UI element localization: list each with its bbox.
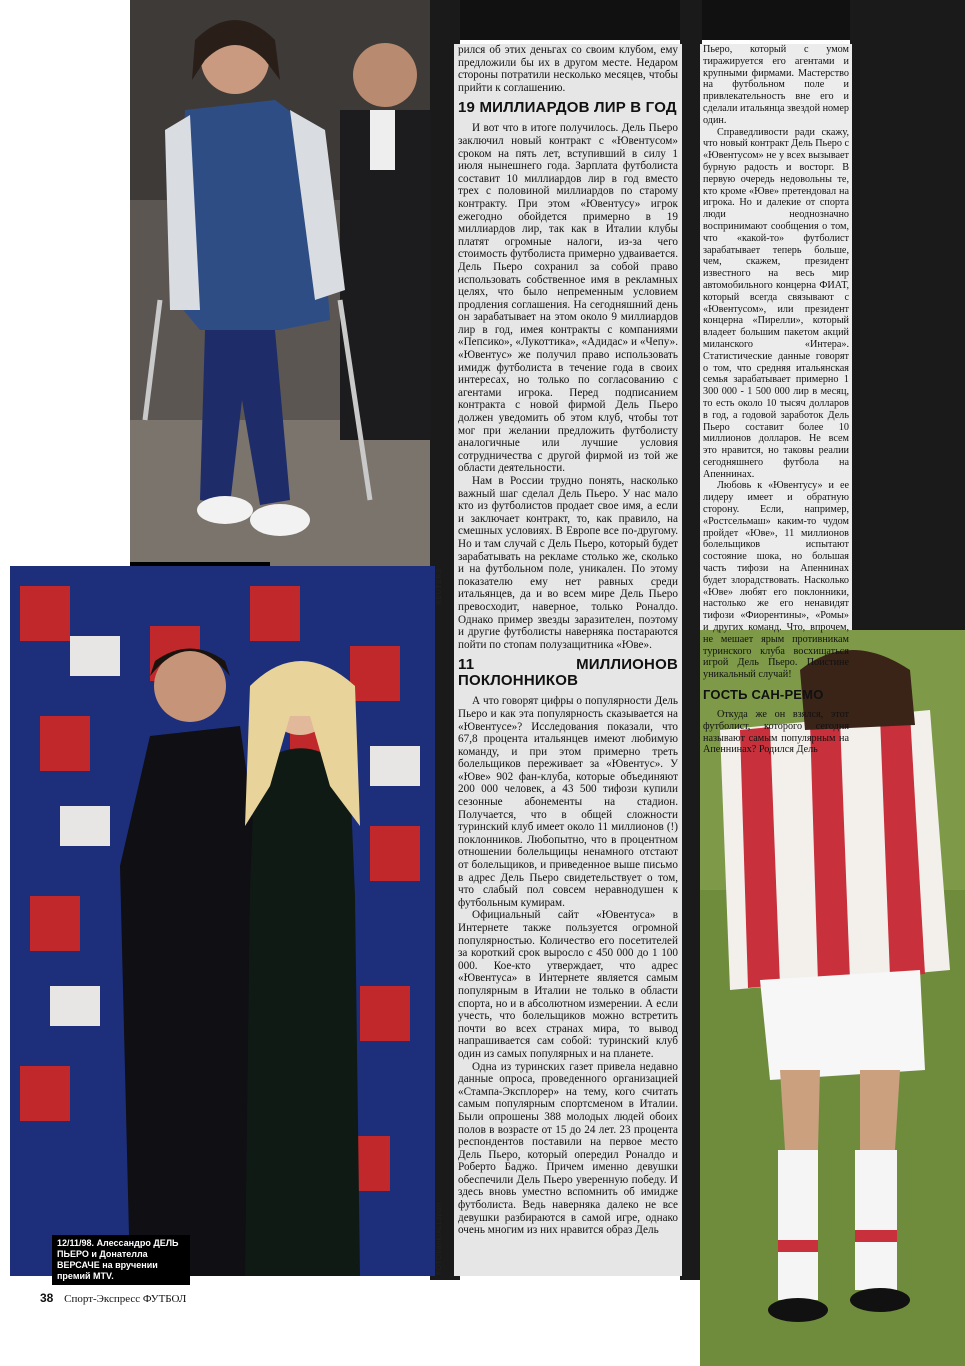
caption-text: Алессандро ДЕЛЬ ПЬЕРО и Донателла ВЕРСАЧЕ на вручении премий MTV. [57, 1238, 179, 1281]
article-paragraph: Откуда же он взялся, этот футболист, которого сегодня называют самым популярным на Апеннинах? Родился Дель [703, 709, 849, 756]
section-heading: ГОСТЬ САН-РЕМО [703, 687, 824, 703]
article-paragraph: И вот что в итоге получилось. Дель Пьеро заключил новый контракт с «Ювентусом» сроком на пять лет, вступивший в силу 1 июля нынешнего года. Зарплата футболиста составит 10 миллиардов лир в год вместо трех с половиной миллиардов по старому контракту. При этом «Ювентусу» игрок ежегодно обойдется примерно в 19 миллиардов лир, так как в Италии клубы платят огромные налоги, из-за чего стоимость футболиста примерно удваивается. Дель Пьеро сохранил за собой право использовать собственное имя в рекламных целях, что было непременным условием продления соглашения. На сегодняшний день он зарабатывает на этом около 9 миллиардов лир в год, имея контракты с компаниями «Пепсико», «Лукоттика», «Адидас» и «Чепу». «Ювентус» же получил право использовать имидж футболиста в течение года в своих интересах, но только по согласованию с агентами игрока. Перед подписанием контракта с новой фирмой Дель Пьеро должен уведомить об этом клуб, чтобы тот мог при желании предложить футболисту аналогичные или лучшие условия сотрудничества с другой фирмой из той же области деятельности. [458, 122, 678, 475]
section-heading: 11 МИЛЛИОНОВ ПОКЛОННИКОВ [458, 656, 678, 690]
article-paragraph: Одна из туринских газет привела недавно данные опроса, проведенного организацией «Стампа-Эксплорер» на тему, кого считать самым популярным спортсменом в Италии. Были опрошены 388 молодых людей обоих полов в возрасте от 15 до 24 лет. 23 процента респондентов поставили на первое место Дель Пьеро, который опередил Роналдо и Роберто Баджо. Причем именно девушки обеспечили Дель Пьеро уверенную победу. И здесь вновь уместно вспомнить об имидже футболиста. Ведь наверняка далеко не все девушки разбираются в самой игре, однако очень многим из них нравится образ Дель [458, 1060, 678, 1237]
dark-band-right-column [680, 0, 702, 1280]
article-paragraph: Нам в России трудно понять, насколько важный шаг сделал Дель Пьеро. У нас мало кто из футболистов продает свое имя, а если и заключает контракт, то, как правило, на смешных условиях. В Европе все по-другому. Но и там случай с Дель Пьеро, который будет зарабатывать на рекламе столько же, сколько и на футбольном поле, уникален. По этому показателю ему нет равных среди итальянцев, да и во всем мире Дель Пьеро превосходит, наверное, только Роналдо. Однако пример звезды заразителен, поэтому и другие футболисты наверняка постараются пойти по стопам полузащитника «Юве». [458, 475, 678, 651]
article-column-left [454, 44, 682, 1276]
article-paragraph: Справедливости ради скажу, что новый контракт Дель Пьеро с «Ювентусом» не у всех вызывает бурную радость и восторг. В первую очередь недовольны те, кто кроме «Юве» претендовал на игрока. Но и далекие от спорта люди неоднозначно воспринимают сообщения о том, что «какой-то» футболист зарабатывает теперь больше, чем, скажем, президент известного на весь мир автомобильного концерна ФИАТ, который всегда связывают с «Ювентусом», или президент концерна «Пирелли», который владеет большим пакетом акций миланского «Интера». Статистические данные говорят о том, что средняя итальянская семья зарабатывает примерно 1 300 000 - 1 500 000 лир в месяц, то есть около 10 тысяч долларов в год, а годовой заработок Дель Пьеро составит более 10 миллионов долларов. Не всем это нравится, но таковы реалии сегодняшнего футбола на Апеннинах. [703, 126, 849, 480]
article-paragraph: рился об этих деньгах со своим клубом, ему предложили бы их в другом месте. Недаром стороны потратили несколько месяцев, чтобы прийти к соглашению. [458, 44, 678, 94]
magazine-name: Спорт-Экспресс ФУТБОЛ [64, 1293, 187, 1305]
article-paragraph: Любовь к «Ювентусу» и ее лидеру имеет и обратную сторону. Если, например, «Ростсельмаш» каким-то чудом пройдет «Юве», 11 миллионов болельщиков испытают состояние шока, но большая часть тифози на Апеннинах будет злорадствовать. Насколько «Юве» любят его поклонники, настолько же его ненавидят тифози «Фиорентины», «Ромы» и других команд. Что, впрочем, не мешает ярым противникам туринского клуба восхищаться игрой Дель Пьеро. Поистине уникальный случай! [703, 480, 849, 681]
article-paragraph: А что говорят цифры о популярности Дель Пьеро и как эта популярность сказывается на «Ювентусе»? Исследования показали, что 67,8 процента итальянцев имеют любимую команду, и при этом примерно треть болельщиков переживает за «Ювентус». У «Юве» 902 фан-клуба, которые объединяют 200 000 человек, а 43 500 тифози купили сезонные абонементы на стадион. Получается, что в общей сложности туринский клуб имеет около 11 миллионов (!) поклонников. Любопытно, что в процентном отношении болельщицы ненамного отстают от болельщиков, и приведенное выше письмо в адрес Дель Пьеро свидетельствует о том, что слабый пол совсем неравнодушен к футбольным кумирам. [458, 695, 678, 909]
photo-caption-bottom [52, 1235, 190, 1285]
photo-crutches [130, 0, 430, 600]
dark-band-right [850, 0, 965, 630]
photo-credit-fotobank: FOTObank/ALLsport [436, 1202, 443, 1275]
article-paragraph: Официальный сайт «Ювентуса» в Интернете также пользуется огромной популярностью. Количество его посетителей за короткий срок выросло с 450 000 до 1 100 000. Кое-кто утверждает, что адрес «Ювентуса» в Интернете является самым популярным в Италии не только в области спорта, но и в абсолютном измерении. А если учесть, что болельщиков можно встретить почти во всех странах мира, то вывод напрашивается сам собой: туринский клуб один из самых популярных и на планете. [458, 909, 678, 1060]
section-heading: 19 МИЛЛИАРДОВ ЛИР В ГОД [458, 99, 677, 117]
article-paragraph: Пьеро, который с умом тиражируется его агентами и крупными фирмами. Мастерство на футбольном поле и привлекательность вне его и сделали итальянца звездой номер один. [703, 44, 849, 126]
photo-mtv-event [10, 566, 435, 1276]
caption-date: 12/11/98. [57, 1238, 95, 1248]
page-footer [40, 1291, 186, 1305]
photo-credit-reuters: REUTERS [436, 568, 443, 605]
article-column-right [700, 44, 852, 756]
page-number: 38 [40, 1291, 54, 1305]
